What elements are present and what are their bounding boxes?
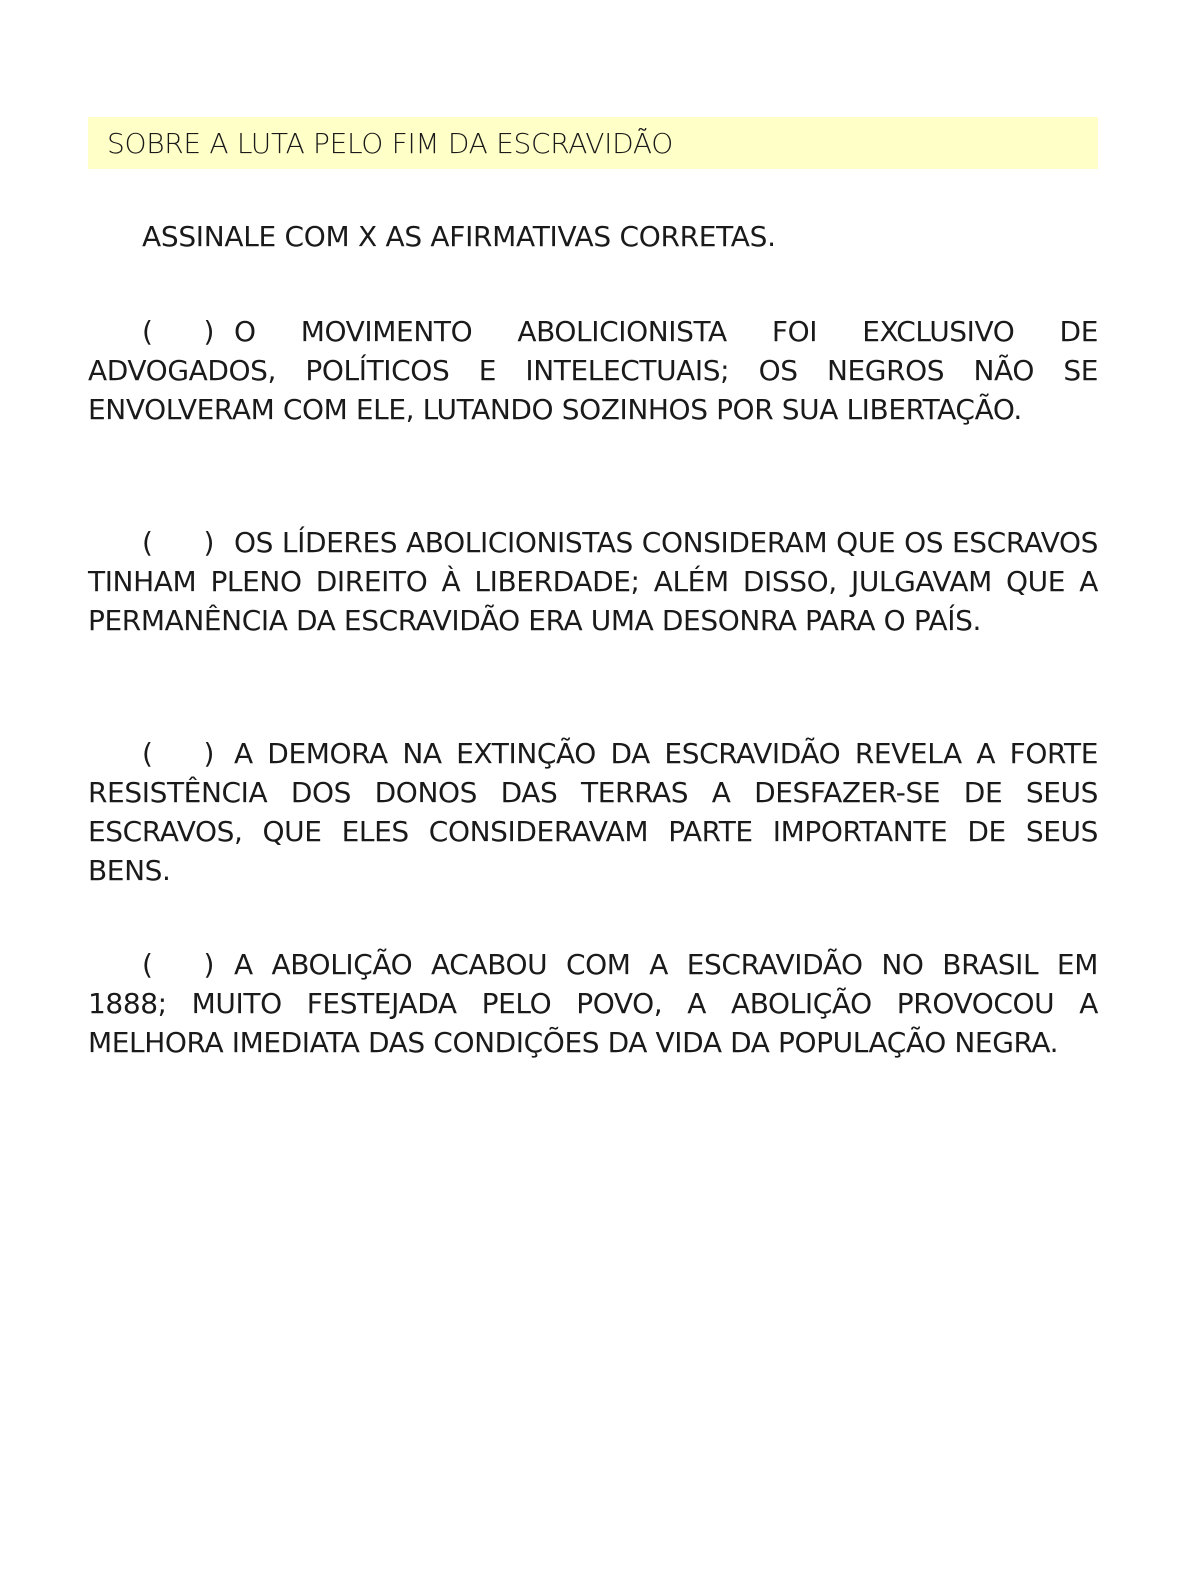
answer-checkbox[interactable]: ( ) bbox=[142, 948, 215, 981]
question-text: O MOVIMENTO ABOLICIONISTA FOI EXCLUSIVO DE ADVOGADOS, POLÍTICOS E INTELECTUAIS; OS NEGROS NÃO SE ENVOLVERAM COM ELE, LUTANDO SOZINHOS POR SUA LIBERTAÇÃO. bbox=[88, 315, 1098, 426]
answer-checkbox[interactable]: ( ) bbox=[142, 526, 215, 559]
question-text: A DEMORA NA EXTINÇÃO DA ESCRAVIDÃO REVELA A FORTE RESISTÊNCIA DOS DONOS DAS TERRAS A DESFAZER-SE DE SEUS ESCRAVOS, QUE ELES CONSIDERAVAM PARTE IMPORTANTE DE SEUS BENS. bbox=[88, 737, 1098, 887]
question-item bbox=[88, 312, 1098, 429]
answer-checkbox[interactable]: ( ) bbox=[142, 737, 215, 770]
instruction-text: ASSINALE COM X AS AFIRMATIVAS CORRETAS. bbox=[142, 220, 776, 253]
question-item bbox=[88, 734, 1098, 890]
question-item bbox=[88, 523, 1098, 640]
question-item bbox=[88, 945, 1098, 1062]
question-text: OS LÍDERES ABOLICIONISTAS CONSIDERAM QUE OS ESCRAVOS TINHAM PLENO DIREITO À LIBERDADE; ALÉM DISSO, JULGAVAM QUE A PERMANÊNCIA DA ESCRAVIDÃO ERA UMA DESONRA PARA O PAÍS. bbox=[88, 526, 1098, 637]
title-banner bbox=[88, 117, 1098, 169]
page-title: SOBRE A LUTA PELO FIM DA ESCRAVIDÃO bbox=[107, 126, 673, 160]
question-text: A ABOLIÇÃO ACABOU COM A ESCRAVIDÃO NO BRASIL EM 1888; MUITO FESTEJADA PELO POVO, A ABOLIÇÃO PROVOCOU A MELHORA IMEDIATA DAS CONDIÇÕES DA VIDA DA POPULAÇÃO NEGRA. bbox=[88, 948, 1098, 1059]
answer-checkbox[interactable]: ( ) bbox=[142, 315, 215, 348]
